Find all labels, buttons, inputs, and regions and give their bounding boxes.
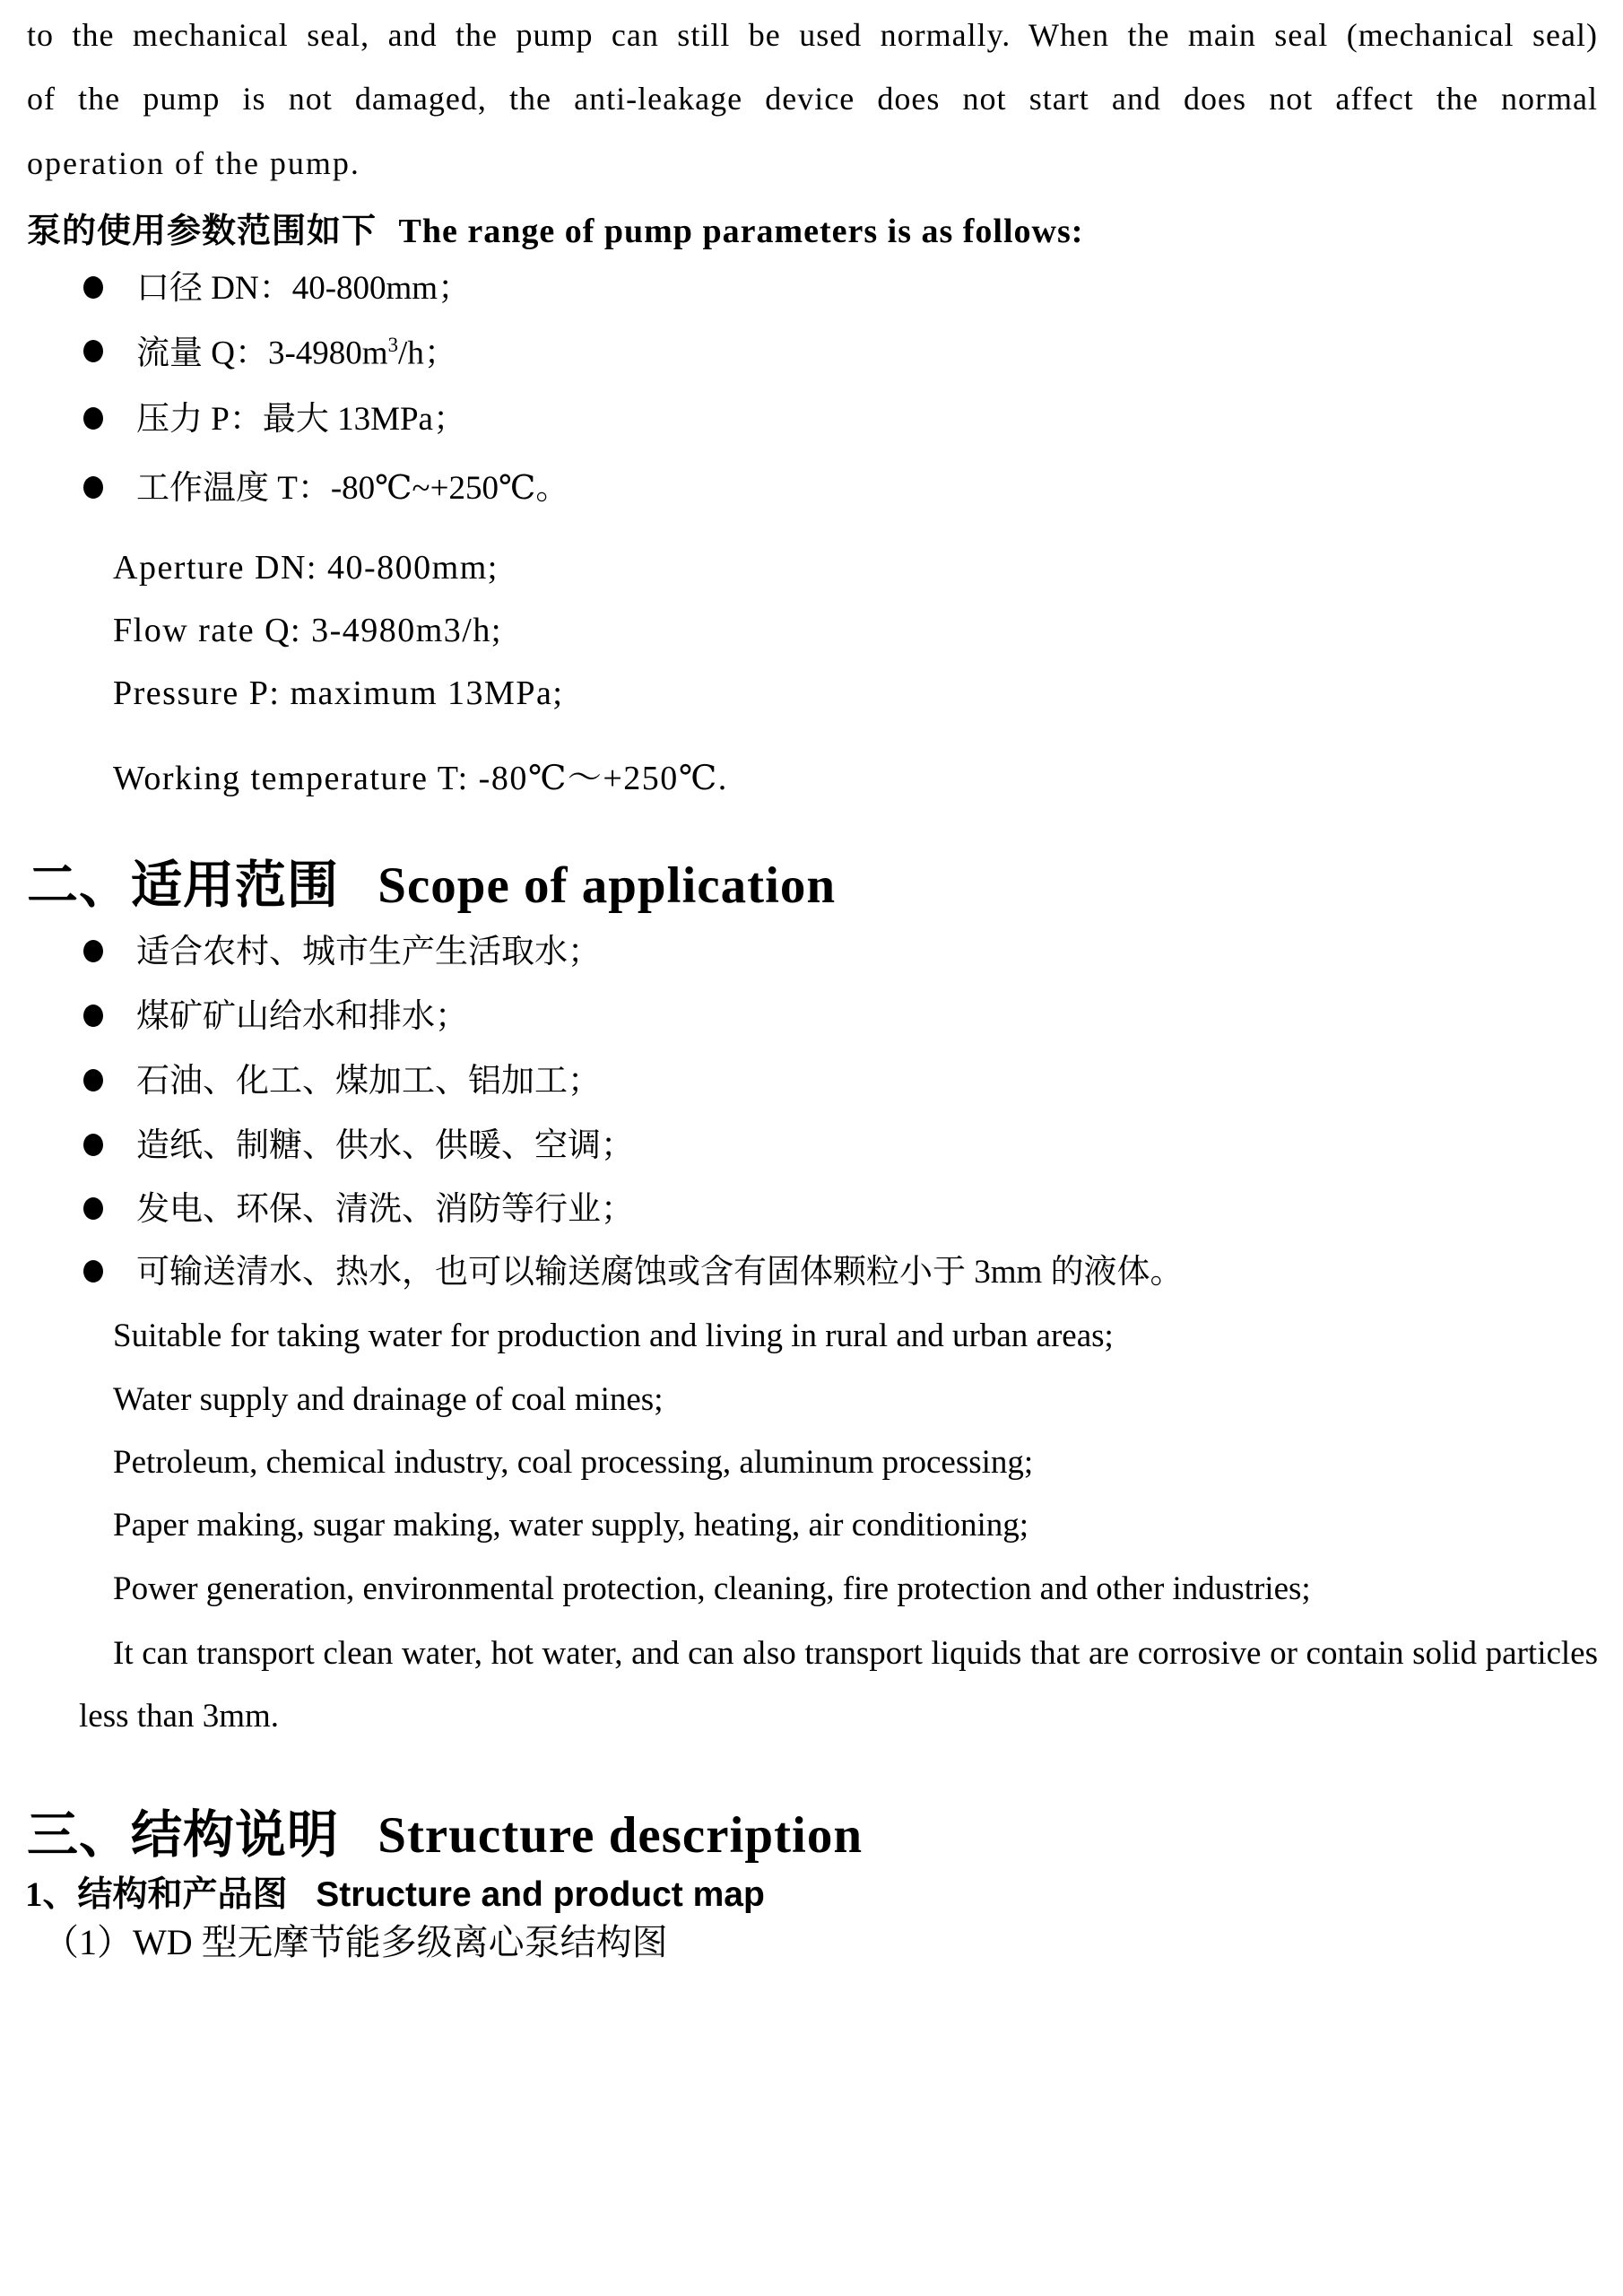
scope-bullet-label: 造纸、制糖、供水、供暖、空调； — [136, 1127, 634, 1164]
scope-en-line: Water supply and drainage of coal mines; — [113, 1381, 664, 1418]
subheading-wd-pump-diagram: （1）WD 型无摩节能多级离心泵结构图 — [43, 1922, 668, 1962]
scope-bullet — [0, 998, 1596, 1037]
section-heading-structure — [27, 1794, 863, 1867]
scope-bullet-label: 煤矿矿山给水和排水； — [136, 998, 468, 1035]
subheading-structure-map-en: Structure and product map — [316, 1875, 765, 1914]
scope-bullet-label: 可输送清水、热水，也可以输送腐蚀或含有固体颗粒小于 3mm 的液体。 — [136, 1254, 1184, 1291]
bullet-dot-icon — [83, 1134, 103, 1156]
param-bullet-flow — [0, 334, 1596, 373]
bullet-dot-icon — [83, 940, 103, 962]
intro-line-2: of the pump is not damaged, the anti-leakage device does not start and does not affect the normal — [27, 81, 1598, 117]
superscript-3: 3 — [387, 334, 399, 356]
section-heading-scope — [27, 844, 836, 918]
params-lead-en: The range of pump parameters is as follows: — [398, 213, 1084, 250]
bullet-dot-icon — [83, 476, 103, 499]
param-bullet-label: 口径 DN：40-800mm； — [136, 270, 472, 307]
bullet-dot-icon — [83, 1260, 103, 1283]
param-en-temperature: Working temperature T: -80℃～+250℃. — [113, 760, 728, 797]
param-en-pressure: Pressure P: maximum 13MPa; — [113, 674, 564, 712]
params-lead-zh: 泵的使用参数范围如下 — [27, 213, 378, 250]
scope-en-line: Power generation, environmental protection, cleaning, fire protection and other industries; — [113, 1570, 1311, 1607]
scope-bullet-label: 发电、环保、清洗、消防等行业； — [136, 1191, 634, 1228]
subheading-structure-map-zh: 1、结构和产品图 — [25, 1875, 288, 1914]
scope-bullet — [0, 1254, 1596, 1292]
scope-en-line: Suitable for taking water for production and living in rural and urban areas; — [113, 1318, 1114, 1354]
scope-bullet — [0, 1127, 1596, 1166]
section-heading-structure-zh: 三、结构说明 — [27, 1807, 339, 1864]
param-en-aperture: Aperture DN: 40-800mm; — [113, 549, 499, 587]
param-bullet-label: 工作温度 T：-80℃~+250℃。 — [136, 470, 569, 507]
param-bullet-label: /h； — [398, 335, 457, 372]
scope-bullet — [0, 934, 1596, 972]
scope-en-line: less than 3mm. — [79, 1698, 280, 1735]
bullet-dot-icon — [83, 1197, 103, 1220]
scope-en-line: Paper making, sugar making, water supply, heating, air conditioning; — [113, 1507, 1029, 1544]
bullet-dot-icon — [83, 276, 103, 299]
param-bullet-label: 流量 Q：3-4980m — [136, 335, 388, 372]
subheading-structure-map — [25, 1866, 765, 1917]
bullet-dot-icon — [83, 340, 103, 362]
param-bullet-temperature — [0, 470, 1596, 509]
params-lead — [27, 203, 1083, 252]
bullet-dot-icon — [83, 1069, 103, 1091]
bullet-dot-icon — [83, 1004, 103, 1027]
param-en-flow: Flow rate Q: 3-4980m3/h; — [113, 612, 502, 649]
intro-line-1: to the mechanical seal, and the pump can still be used normally. When the main seal (mechanical seal) — [27, 17, 1598, 53]
scope-bullet — [0, 1191, 1596, 1230]
section-heading-scope-zh: 二、适用范围 — [27, 857, 339, 914]
section-heading-structure-en: Structure description — [378, 1807, 864, 1864]
param-bullet-pressure — [0, 401, 1596, 439]
bullet-dot-icon — [83, 407, 103, 430]
scope-bullet-label: 石油、化工、煤加工、铝加工； — [136, 1063, 601, 1100]
param-bullet-label: 压力 P：最大 13MPa； — [136, 401, 466, 438]
scope-en-line: It can transport clean water, hot water, and can also transport liquids that are corrosive or contain solid particles — [113, 1635, 1598, 1672]
section-heading-scope-en: Scope of application — [378, 857, 837, 914]
param-bullet-aperture — [0, 270, 1596, 309]
scope-bullet-label: 适合农村、城市生产生活取水； — [136, 934, 601, 970]
intro-line-3: operation of the pump. — [27, 145, 360, 181]
scope-bullet — [0, 1063, 1596, 1101]
scope-en-line: Petroleum, chemical industry, coal processing, aluminum processing; — [113, 1444, 1034, 1481]
